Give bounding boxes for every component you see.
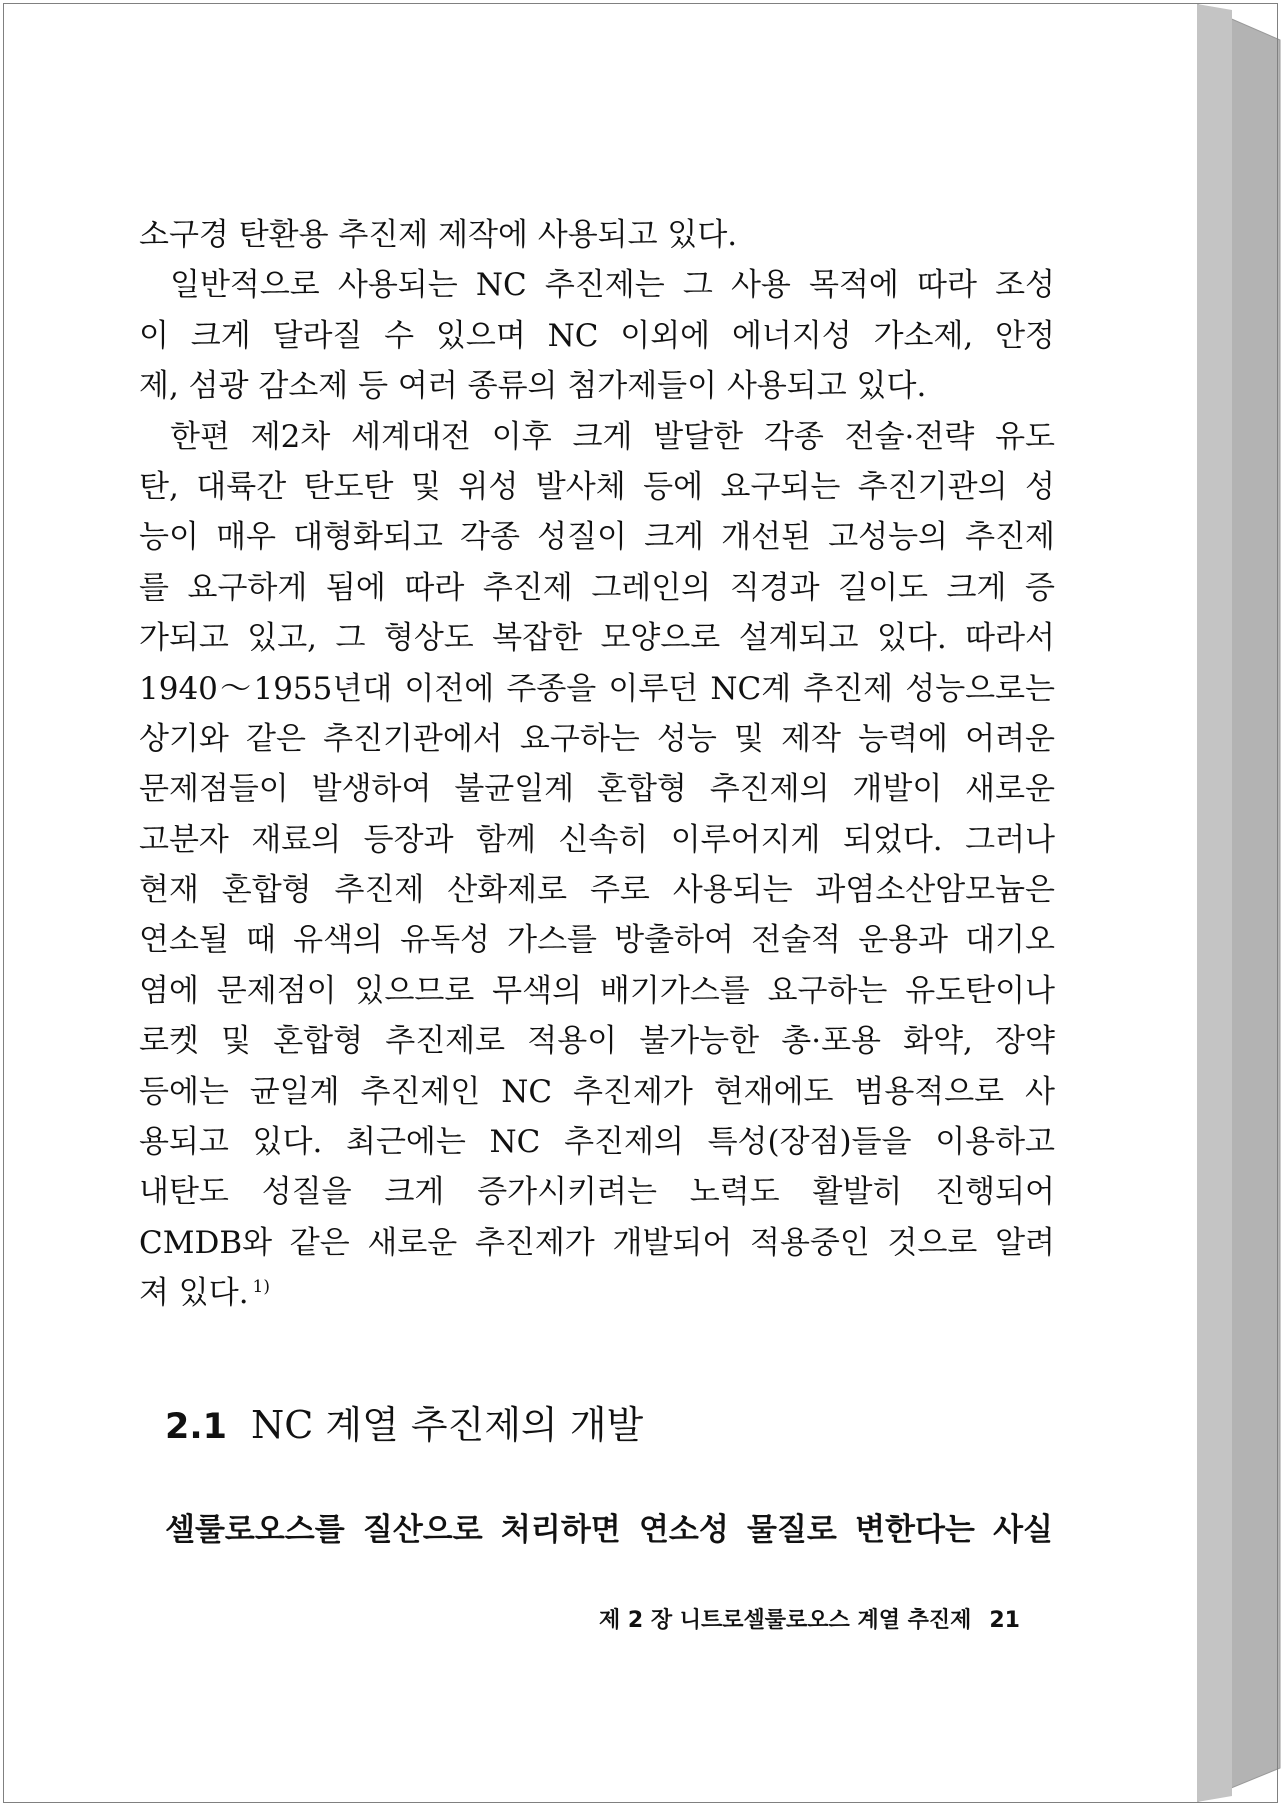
section-title: NC 계열 추진제의 개발 — [251, 1403, 644, 1447]
section-number: 2.1 — [165, 1407, 228, 1447]
text-line: 고분자 재료의 등장과 함께 신속히 이루어지게 되었다. 그러나 — [139, 821, 1055, 858]
text-line: 일반적으로 사용되는 NC 추진제는 그 사용 목적에 따라 조성 — [170, 267, 1055, 304]
running-footer — [500, 1604, 1020, 1638]
text-line: 염에 문제점이 있으므로 무색의 배기가스를 요구하는 유도탄이나 — [139, 972, 1055, 1009]
text-line: 제, 섬광 감소제 등 여러 종류의 첨가제들이 사용되고 있다. — [139, 368, 927, 405]
text-line: 이 크게 달라질 수 있으며 NC 이외에 에너지성 가소제, 안정 — [139, 317, 1055, 354]
footnote-reference[interactable]: 1) — [252, 1276, 270, 1297]
body-paragraphs — [139, 210, 1055, 1319]
text-line: 내탄도 성질을 크게 증가시키려는 노력도 활발히 진행되어 — [139, 1174, 1055, 1211]
text-line: 능이 매우 대형화되고 각종 성질이 크게 개선된 고성능의 추진제 — [139, 519, 1055, 556]
text-line-last — [139, 1268, 1055, 1318]
text-line: 를 요구하게 됨에 따라 추진제 그레인의 직경과 길이도 크게 증 — [139, 569, 1055, 606]
text-line-content: 져 있다. — [139, 1275, 249, 1312]
text-line: 로켓 및 혼합형 추진제로 적용이 불가능한 총·포용 화약, 장약 — [139, 1023, 1055, 1060]
text-line: 소구경 탄환용 추진제 제작에 사용되고 있다. — [139, 217, 738, 253]
text-line: 등에는 균일계 추진제인 NC 추진제가 현재에도 범용적으로 사 — [139, 1073, 1055, 1110]
section-first-line: 셀룰로오스를 질산으로 처리하면 연소성 물질로 변한다는 사실 — [165, 1512, 1053, 1548]
text-line: 1940～1955년대 이전에 주종을 이루던 NC계 추진제 성능으로는 — [139, 670, 1055, 707]
text-line: 연소될 때 유색의 유독성 가스를 방출하여 전술적 운용과 대기오 — [139, 922, 1055, 959]
section-heading — [165, 1400, 643, 1452]
text-line: CMDB와 같은 새로운 추진제가 개발되어 적용중인 것으로 알려 — [139, 1224, 1055, 1261]
text-line: 용되고 있다. 최근에는 NC 추진제의 특성(장점)들을 이용하고 — [139, 1124, 1055, 1161]
text-line: 가되고 있고, 그 형상도 복잡한 모양으로 설계되고 있다. 따라서 — [139, 620, 1055, 657]
text-line: 현재 혼합형 추진제 산화제로 주로 사용되는 과염소산암모늄은 — [139, 872, 1055, 909]
page-number: 21 — [989, 1608, 1020, 1633]
text-line: 탄, 대륙간 탄도탄 및 위성 발사체 등에 요구되는 추진기관의 성 — [139, 468, 1055, 505]
chapter-title: 제 2 장 니트로셀룰로오스 계열 추진제 — [598, 1608, 972, 1633]
text-line: 문제점들이 발생하여 불균일계 혼합형 추진제의 개발이 새로운 — [139, 771, 1055, 808]
text-line: 상기와 같은 추진기관에서 요구하는 성능 및 제작 능력에 어려운 — [139, 720, 1055, 757]
text-line: 한편 제2차 세계대전 이후 크게 발달한 각종 전술·전략 유도 — [170, 418, 1055, 455]
